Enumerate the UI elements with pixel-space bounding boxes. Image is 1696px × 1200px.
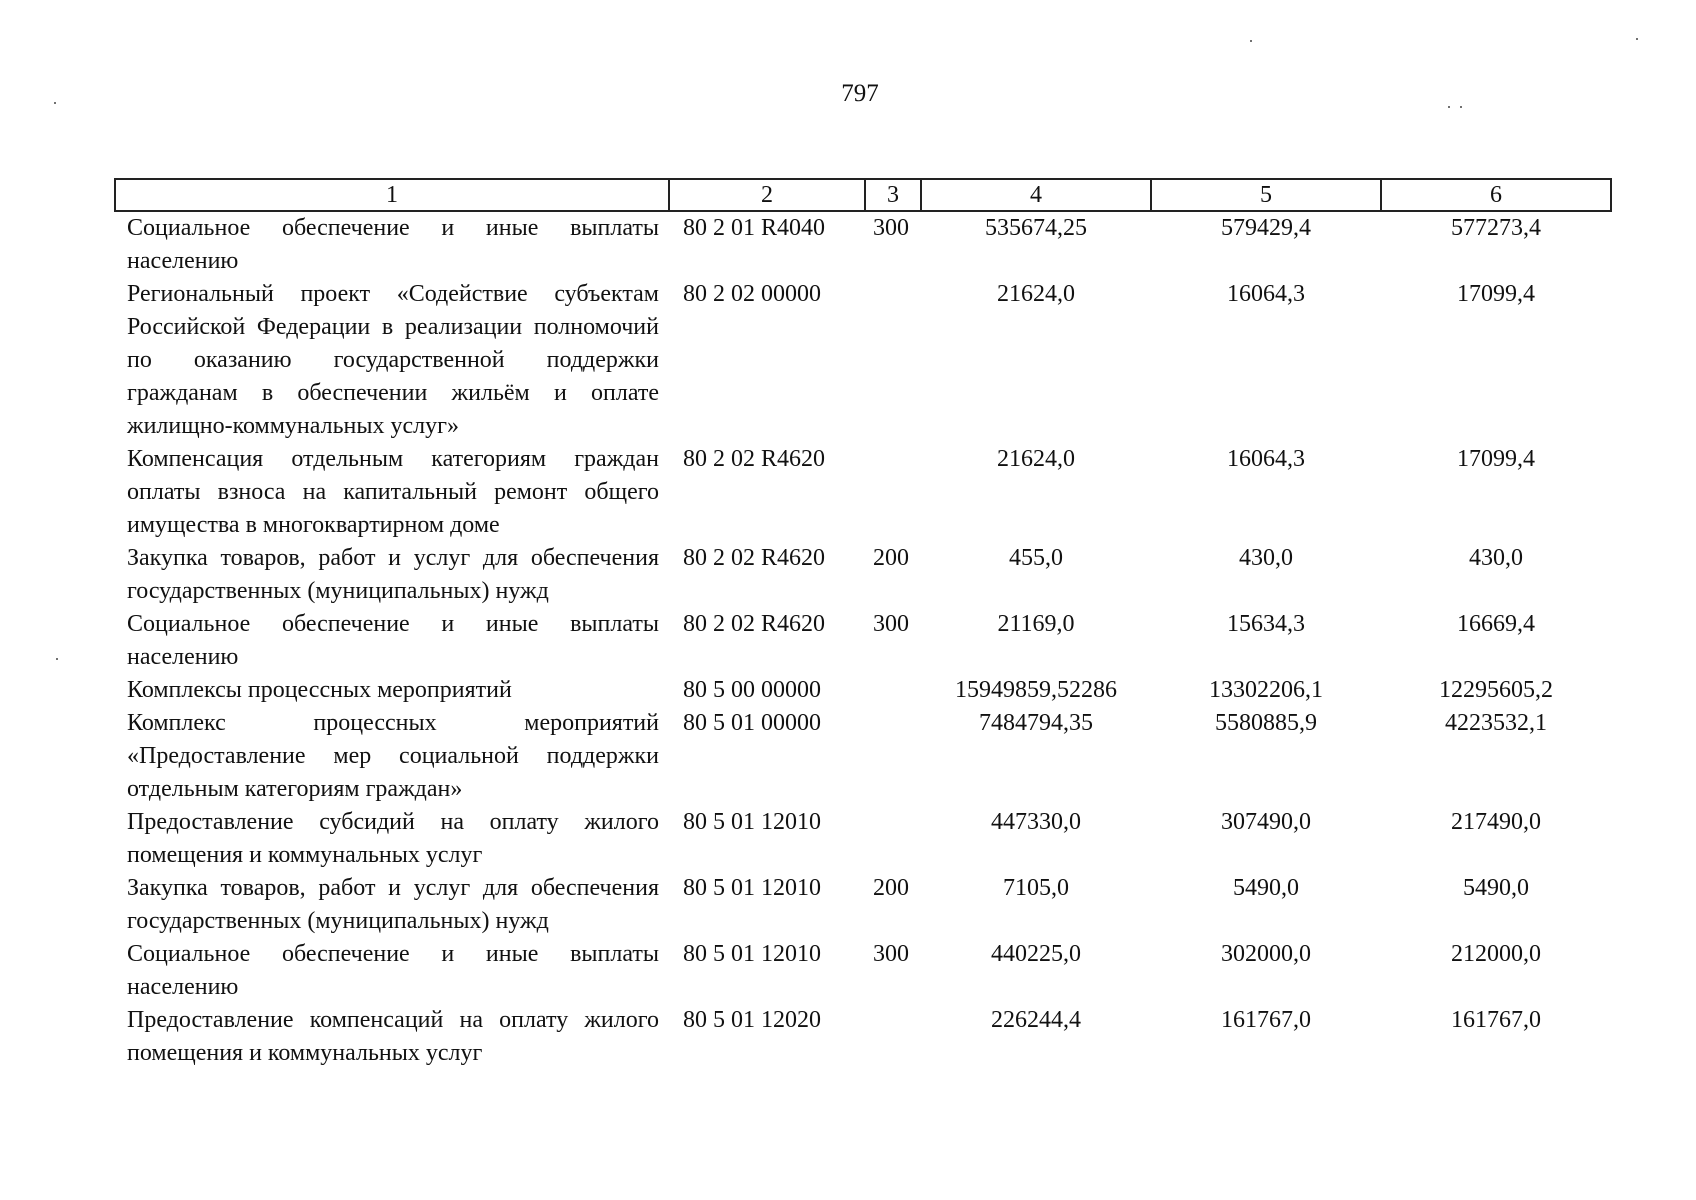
amount-col4: 7105,0 (1003, 875, 1069, 901)
budget-code: 80 5 01 12010 (683, 809, 821, 835)
scan-speck (1636, 38, 1638, 40)
amount-col6: 12295605,2 (1439, 677, 1553, 703)
amount-col5: 161767,0 (1221, 1007, 1311, 1033)
budget-code: 80 2 02 00000 (683, 281, 821, 307)
amount-col5: 302000,0 (1221, 941, 1311, 967)
row-name: Предоставление субсидий на оплату жилого помещения и коммунальных услуг (127, 809, 659, 868)
budget-code: 80 5 00 00000 (683, 677, 821, 703)
scan-speck (1460, 106, 1462, 108)
budget-code: 80 2 01 R4040 (683, 215, 826, 241)
row-name: Комплекс процессных мероприятий «Предоставление мер социальной поддержки отдельным категориям граждан» (127, 710, 659, 802)
expense-type: 200 (873, 545, 909, 571)
amount-col6: 17099,4 (1457, 446, 1535, 472)
expense-type (865, 443, 921, 542)
budget-code: 80 5 01 00000 (683, 710, 821, 736)
budget-code: 80 5 01 12010 (683, 941, 821, 967)
row-name: Компенсация отдельным категориям граждан оплаты взноса на капитальный ремонт общего имущества в многоквартирном доме (127, 446, 659, 538)
scan-speck (1250, 40, 1252, 42)
expense-type (865, 674, 921, 707)
table-row (115, 443, 1611, 542)
amount-col5: 307490,0 (1221, 809, 1311, 835)
amount-col6: 4223532,1 (1445, 710, 1547, 736)
amount-col6: 16669,4 (1457, 611, 1535, 637)
row-name: Социальное обеспечение и иные выплаты населению (127, 215, 659, 274)
table-row (115, 674, 1611, 707)
amount-col5: 430,0 (1239, 545, 1293, 571)
table-row (115, 542, 1611, 608)
amount-col6: 17099,4 (1457, 281, 1535, 307)
amount-col4: 15949859,52286 (955, 677, 1117, 703)
expense-type: 200 (873, 875, 909, 901)
row-name: Комплексы процессных мероприятий (127, 677, 512, 703)
table-row (115, 707, 1611, 806)
table-row (115, 1004, 1611, 1070)
scan-speck (54, 102, 56, 104)
amount-col4: 440225,0 (991, 941, 1081, 967)
table-row (115, 938, 1611, 1004)
page-number: 797 (841, 80, 879, 107)
budget-code: 80 5 01 12010 (683, 875, 821, 901)
row-name: Региональный проект «Содействие субъектам Российской Федерации в реализации полномочий по оказанию государственной поддержки гражданам в обеспечении жильём и оплате жилищно-коммунальных услуг» (127, 281, 659, 439)
table-body (115, 211, 1611, 1070)
scan-speck (1448, 106, 1450, 108)
table-row (115, 806, 1611, 872)
amount-col4: 21169,0 (997, 611, 1075, 637)
amount-col4: 447330,0 (991, 809, 1081, 835)
budget-code: 80 2 02 R4620 (683, 545, 826, 571)
expense-type: 300 (873, 215, 909, 241)
amount-col5: 16064,3 (1227, 281, 1305, 307)
row-name: Социальное обеспечение и иные выплаты населению (127, 941, 659, 1000)
amount-col5: 15634,3 (1227, 611, 1305, 637)
scan-speck (56, 658, 58, 660)
expense-type: 300 (873, 941, 909, 967)
column-header: 2 (669, 179, 865, 211)
column-header: 4 (921, 179, 1151, 211)
amount-col5: 5490,0 (1233, 875, 1299, 901)
amount-col6: 430,0 (1469, 545, 1523, 571)
amount-col4: 21624,0 (997, 446, 1075, 472)
amount-col6: 5490,0 (1463, 875, 1529, 901)
row-name: Социальное обеспечение и иные выплаты населению (127, 611, 659, 670)
expense-type (865, 1004, 921, 1070)
amount-col6: 161767,0 (1451, 1007, 1541, 1033)
budget-code: 80 2 02 R4620 (683, 446, 826, 472)
expense-type (865, 707, 921, 806)
row-name: Закупка товаров, работ и услуг для обеспечения государственных (муниципальных) нужд (127, 875, 659, 934)
column-header: 1 (115, 179, 669, 211)
amount-col5: 16064,3 (1227, 446, 1305, 472)
table-header-row (115, 179, 1611, 211)
row-name: Закупка товаров, работ и услуг для обеспечения государственных (муниципальных) нужд (127, 545, 659, 604)
expense-type: 300 (873, 611, 909, 637)
budget-code: 80 5 01 12020 (683, 1007, 821, 1033)
table-row (115, 278, 1611, 443)
amount-col4: 7484794,35 (979, 710, 1093, 736)
amount-col6: 217490,0 (1451, 809, 1541, 835)
amount-col4: 226244,4 (991, 1007, 1081, 1033)
amount-col4: 21624,0 (997, 281, 1075, 307)
expense-type (865, 806, 921, 872)
column-header: 5 (1151, 179, 1381, 211)
amount-col5: 13302206,1 (1209, 677, 1323, 703)
row-name: Предоставление компенсаций на оплату жилого помещения и коммунальных услуг (127, 1007, 659, 1066)
amount-col6: 577273,4 (1451, 215, 1541, 241)
column-header: 3 (865, 179, 921, 211)
expense-type (865, 278, 921, 443)
column-header: 6 (1381, 179, 1611, 211)
amount-col6: 212000,0 (1451, 941, 1541, 967)
amount-col5: 5580885,9 (1215, 710, 1317, 736)
table-row (115, 211, 1611, 278)
budget-table (114, 178, 1612, 1070)
budget-code: 80 2 02 R4620 (683, 611, 826, 637)
amount-col5: 579429,4 (1221, 215, 1311, 241)
table-row (115, 608, 1611, 674)
table-row (115, 872, 1611, 938)
amount-col4: 535674,25 (985, 215, 1087, 241)
amount-col4: 455,0 (1009, 545, 1063, 571)
